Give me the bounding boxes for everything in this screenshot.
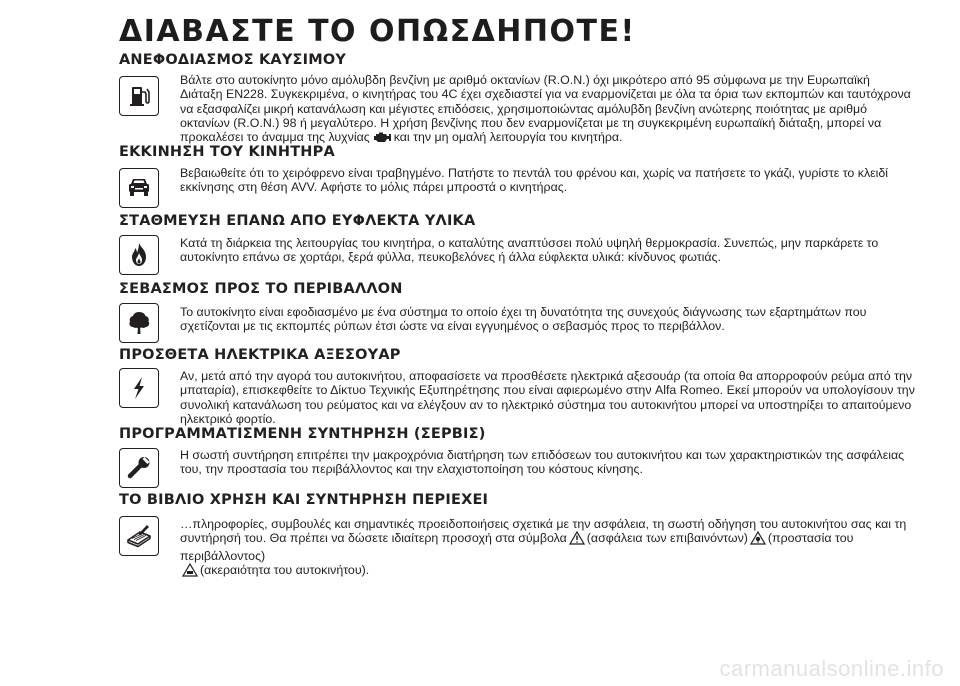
environment-warning-icon bbox=[750, 531, 766, 548]
maintenance-text: Η σωστή συντήρηση επιτρέπει την μακροχρόνια διατήρηση των επιδόσεων του αυτοκινήτου και των χαρακτηριστικών της ασφάλειας του, την προστασία του περιβάλλοντος και την ελαχιστοποίηση του κόστους κίνησης. bbox=[180, 448, 905, 477]
book-text-part-4: (ακεραιότητα του αυτοκινήτου). bbox=[200, 562, 370, 577]
section-heading-book: ΤΟ ΒΙΒΛΙΟ ΧΡΗΣΗ ΚΑΙ ΣΥΝΤΗΡΗΣΗ ΠΕΡΙΕΧΕΙ bbox=[119, 492, 489, 508]
book-icon bbox=[119, 516, 159, 556]
fuel-pump-icon bbox=[119, 76, 159, 116]
vehicle-warning-icon bbox=[182, 563, 198, 580]
book-text bbox=[180, 517, 915, 580]
lightning-icon bbox=[119, 368, 159, 408]
car-icon bbox=[119, 168, 159, 208]
fuel-text-part-1: Βάλτε στο αυτοκίνητο μόνο αμόλυβδη βενζίνη με αριθμό οκτανίων (R.O.N.) όχι μικρότερο από 95 σύμφωνα με την Ευρωπαϊκή Διάταξη EN228. Συγκεκριμένα, ο κινητήρας του 4C έχει σχεδιαστεί για να εναρμονίζεται με όλα τα όρια των εκπομπών και ταυτόχρονα να εξασφαλίζει μικρή κατανάλωση και μέγιστες επιδόσεις, χρησιμοποιώντας αμόλυβδη βενζίνη ανώτερης ποιότητας με αριθμό οκτανίων (R.O.N.) 98 ή μεγαλύτερο. Η χρήση βενζίνης που δεν εναρμονίζεται με τη συγκεκριμένη ευρωπαϊκή διάταξη, μπορεί να προκαλέσει το άναμμα της λυχνίας bbox=[180, 73, 911, 145]
section-heading-parking: ΣΤΑΘΜΕΥΣΗ ΕΠΑΝΩ ΑΠΟ ΕΥΦΛΕΚΤΑ ΥΛΙΚΑ bbox=[119, 213, 476, 229]
tree-icon bbox=[119, 303, 159, 343]
section-heading-start: ΕΚΚΙΝΗΣΗ ΤΟΥ ΚΙΝΗΤΗΡΑ bbox=[119, 144, 335, 160]
flame-icon bbox=[119, 235, 159, 275]
footer-watermark: carmanualsonline.info bbox=[719, 656, 944, 681]
book-text-part-2: (ασφάλεια των επιβαινόντων) bbox=[586, 531, 748, 546]
engine-warning-icon bbox=[372, 131, 392, 147]
environment-text: Το αυτοκίνητο είναι εφοδιασμένο με ένα σύστημα το οποίο έχει τη δυνατότητα της συνεχούς διάγνωσης των εξαρτημάτων που σχετίζονται με τις εκπομπές ρύπων έτσι ώστε να είναι εγγυημένος ο σεβασμός προς το περιβάλλον. bbox=[180, 305, 867, 334]
book-text-part-1: …πληροφορίες, συμβουλές και σημαντικές προειδοποιήσεις σχετικά με την ασφάλεια, τη σωστή οδήγηση του αυτοκινήτου σας και τη συντήρησή του. Θα πρέπει να δώσετε ιδιαίτερη προσοχή στα σύμβολα bbox=[180, 517, 907, 546]
book-text-part-3: (προστασία του περιβάλλοντος) bbox=[180, 531, 854, 563]
section-heading-accessories: ΠΡΟΣΘΕΤΑ ΗΛΕΚΤΡΙΚΑ ΑΞΕΣΟΥΑΡ bbox=[119, 347, 401, 363]
accessories-text: Αν, μετά από την αγορά του αυτοκινήτου, αποφασίσετε να προσθέσετε ηλεκτρικά αξεσουάρ (τα οποία θα απορροφούν ρεύμα από την μπαταρία), επισκεφθείτε το Δίκτυο Τεχνικής Εξυπηρέτησης που είναι αφιερωμένο στην Alfa Romeo. Εκεί μπορούν να υπολογίσουν την συνολική κατανάλωση του ρεύματος και να ελέγξουν αν το ηλεκτρικό σύστημα του αυτοκινήτου μπορεί να υποστηρίξει το απαιτούμενο ηλεκτρικό φορτίο. bbox=[180, 369, 915, 426]
section-heading-maintenance: ΠΡΟΓΡΑΜΜΑΤΙΣΜΕΝΗ ΣΥΝΤΗΡΗΣΗ (ΣΕΡΒΙΣ) bbox=[119, 426, 486, 442]
page-title: ΔΙΑΒΑΣΤΕ ΤΟ ΟΠΩΣΔΗΠΟΤΕ! bbox=[119, 14, 636, 49]
wrench-icon bbox=[119, 448, 159, 488]
section-heading-fuel: ΑΝΕΦΟΔΙΑΣΜΟΣ ΚΑΥΣΙΜΟΥ bbox=[119, 52, 347, 68]
section-heading-environment: ΣΕΒΑΣΜΟΣ ΠΡΟΣ ΤΟ ΠΕΡΙΒΑΛΛΟΝ bbox=[119, 281, 403, 297]
start-text: Βεβαιωθείτε ότι το χειρόφρενο είναι τραβηγμένο. Πατήστε το πεντάλ του φρένου και, χωρίς να πατήσετε το γκάζι, γυρίστε το κλειδί εκκίνησης στη θέση AVV. Αφήστε το μόλις πάρει μπροστά ο κινητήρας. bbox=[180, 166, 889, 195]
fuel-text-part-2: και την μη ομαλή λειτουργία του κινητήρα. bbox=[393, 130, 623, 145]
fuel-text bbox=[180, 73, 915, 147]
warning-triangle-icon bbox=[569, 531, 585, 548]
parking-text: Κατά τη διάρκεια της λειτουργίας του κινητήρα, ο καταλύτης αναπτύσσει πολύ υψηλή θερμοκρασία. Συνεπώς, μην παρκάρετε το αυτοκίνητο επάνω σε χορτάρι, ξερά φύλλα, πευκοβελόνες ή άλλα εύφλεκτα υλικά: κίνδυνος φωτιάς. bbox=[180, 236, 879, 265]
